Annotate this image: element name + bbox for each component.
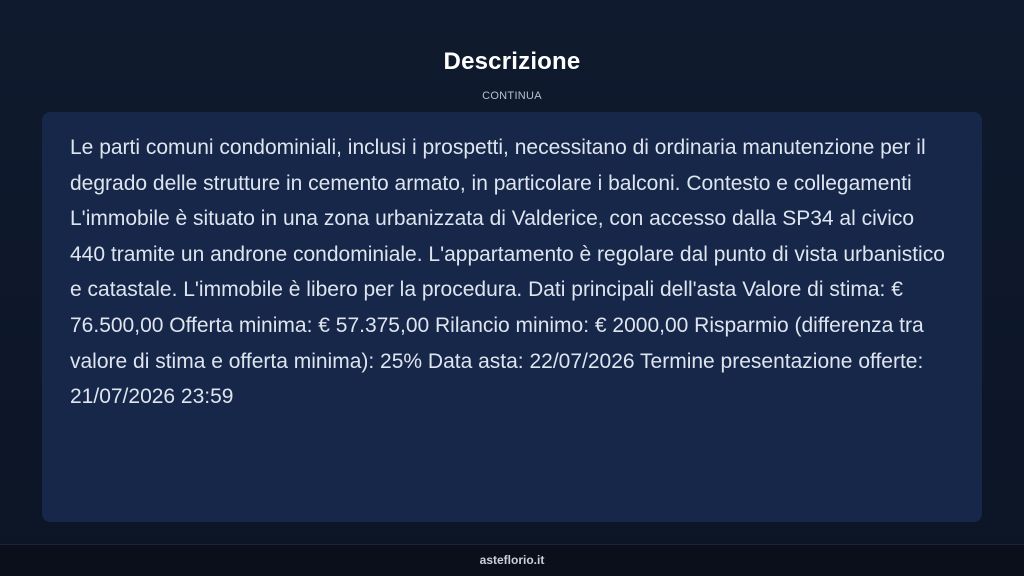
description-card — [42, 112, 982, 522]
page-title: Descrizione — [443, 48, 581, 75]
page-subtitle: CONTINUA — [482, 90, 542, 102]
footer-site-name: asteflorio.it — [479, 553, 545, 567]
footer — [0, 544, 1024, 576]
description-text: Le parti comuni condominiali, inclusi i prospetti, necessitano di ordinaria manutenzione per il degrado delle strutture in cemento armato, in particolare i balconi. Contesto e collegamenti L'immobile è situato in una zona urbanizzata di Valderice, con accesso dalla SP34 al civico 440 tramite un androne condominiale. L'appartamento è regolare dal punto di vista urbanistico e catastale. L'immobile è libero per la procedura. Dati principali dell'asta Valore di stima: € 76.500,00 Offerta minima: € 57.375,00 Rilancio minimo: € 2000,00 Risparmio (differenza tra valore di stima e offerta minima): 25% Data asta: 22/07/2026 Termine presentazione offerte: 21/07/2026 23:59 — [70, 136, 945, 409]
